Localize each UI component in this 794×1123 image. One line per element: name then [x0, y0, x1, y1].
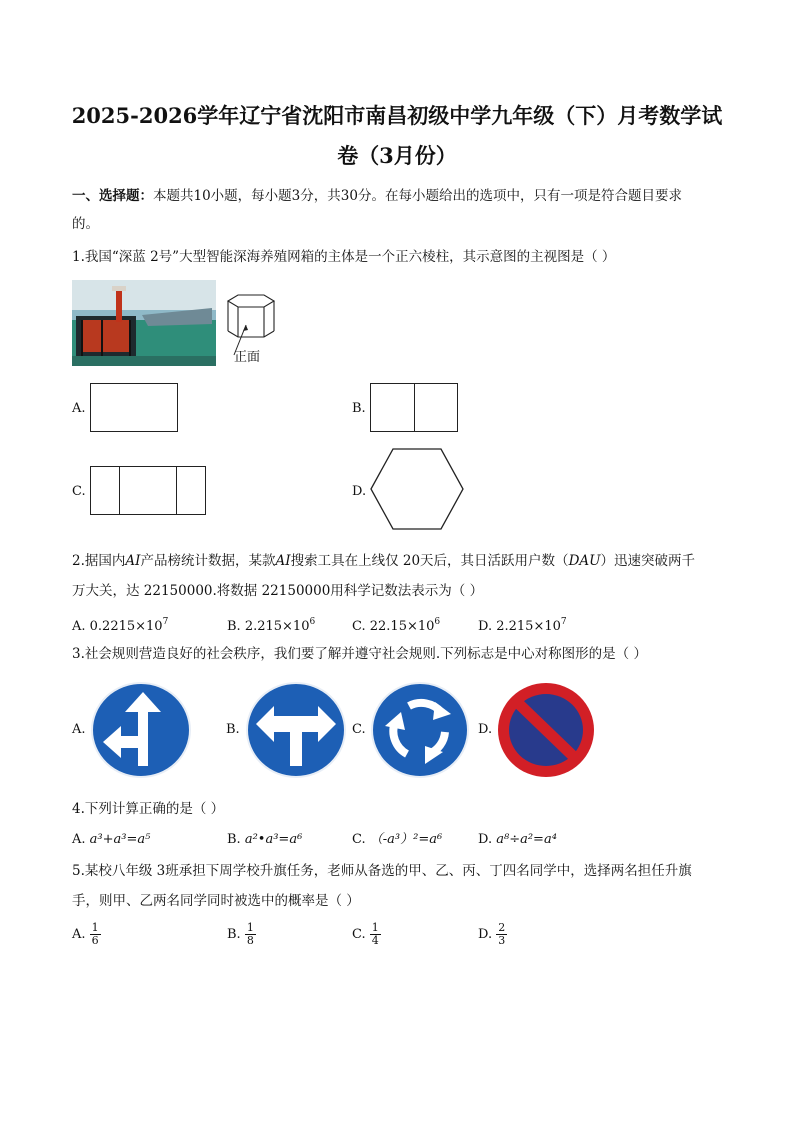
section-heading: 一、选择题：: [72, 188, 153, 204]
q2-option-b-exp: 6: [309, 617, 316, 627]
q1-option-c-divider-left: [119, 467, 120, 514]
section-intro: [72, 186, 682, 206]
q1-option-a-label[interactable]: A.: [72, 401, 86, 416]
q2-dau-term: DAU: [568, 553, 601, 569]
q2-text-b: 产品榜统计数据，某款: [140, 553, 276, 569]
q4-option-d-label: D.: [478, 832, 497, 847]
q1-option-d-label[interactable]: D.: [352, 484, 367, 499]
q2-option-c-exp: 6: [434, 617, 441, 627]
q1-option-b-figure[interactable]: [370, 383, 458, 432]
q3-stem: 3.社会规则营造良好的社会秩序，我们要了解并遵守社会规则.下列标志是中心对称图形的是（ ）: [72, 646, 647, 662]
q5-stem-line1: 5.某校八年级 3班承担下周学校升旗任务，老师从备选的甲、乙、丙、丁四名同学中，选择两名担任升旗: [72, 863, 692, 879]
q5-option-b[interactable]: [227, 922, 256, 947]
exam-title-line1: 2025-2026学年辽宁省沈阳市南昌初级中学九年级（下）月考数学试: [71, 103, 723, 128]
q1-option-b-label[interactable]: B.: [352, 401, 366, 416]
q3-option-a-label[interactable]: A.: [72, 722, 86, 737]
q5-option-a[interactable]: [72, 922, 101, 947]
q4-option-d[interactable]: [478, 831, 557, 849]
q5-option-c-fraction: [370, 922, 381, 947]
q1-option-c-divider-right: [176, 467, 177, 514]
q2-text-a: 2.据国内: [72, 553, 126, 569]
q3-option-c-label[interactable]: C.: [352, 722, 366, 737]
q2-option-b-text: B. 2.215×10: [227, 619, 310, 634]
q4-option-a-label: A.: [72, 832, 90, 847]
q5-option-b-fraction: [245, 922, 256, 947]
q5-option-b-denominator: 8: [246, 934, 254, 947]
q5-option-c-numerator: 1: [371, 921, 379, 934]
q2-option-a[interactable]: [72, 613, 168, 636]
q2-option-b[interactable]: [227, 613, 315, 636]
q5-option-b-label: B.: [227, 927, 241, 942]
q4-option-b[interactable]: [227, 831, 302, 849]
q5-option-b-numerator: 1: [246, 921, 254, 934]
q2-option-d[interactable]: [478, 613, 567, 636]
q1-option-b-divider: [414, 384, 415, 431]
q4-option-c-expr: （-a³）²=a⁶: [369, 832, 443, 847]
q4-option-a-expr: a³+a³=a⁵: [89, 832, 151, 847]
q5-option-c-denominator: 4: [371, 934, 379, 947]
q5-option-d-fraction: [496, 922, 507, 947]
q5-option-d-label: D.: [478, 927, 493, 942]
q4-option-a[interactable]: [72, 831, 150, 849]
q3-option-b-label[interactable]: B.: [226, 722, 240, 737]
q1-photo: [72, 280, 216, 366]
q2-ai-term: AI: [125, 553, 141, 569]
q3-sign-straight-or-left[interactable]: [91, 682, 191, 778]
q5-option-d-numerator: 2: [498, 921, 506, 934]
section-intro-tail: 的。: [72, 216, 99, 232]
q5-option-a-fraction: [90, 922, 101, 947]
q1-stem: 1.我国“深蓝 2号”大型智能深海养殖网箱的主体是一个正六棱柱，其示意图的主视图是（ ）: [72, 249, 616, 265]
q2-text-d: ）迅速突破两千: [600, 553, 696, 569]
q3-option-d-label[interactable]: D.: [478, 722, 493, 737]
q4-option-c-label: C.: [352, 832, 370, 847]
q2-stem-line1: [72, 551, 695, 571]
q3-sign-left-or-right[interactable]: [246, 682, 346, 778]
q5-option-c[interactable]: [352, 922, 381, 947]
q1-option-c-label[interactable]: C.: [72, 484, 86, 499]
q2-option-d-exp: 7: [560, 617, 567, 627]
exam-title-line2: 卷（3月份）: [337, 143, 457, 168]
q2-option-d-text: D. 2.215×10: [478, 619, 561, 634]
section-instructions: 本题共10小题，每小题3分，共30分。在每小题给出的选项中，只有一项是符合题目要求: [153, 188, 682, 204]
q2-option-c[interactable]: [352, 613, 440, 636]
q5-option-a-denominator: 6: [91, 934, 99, 947]
q5-option-d[interactable]: [478, 922, 507, 947]
q4-option-c[interactable]: [352, 831, 442, 849]
q2-option-a-text: A. 0.2215×10: [72, 619, 163, 634]
q1-option-d-hexagon[interactable]: [370, 448, 464, 530]
q2-option-c-text: C. 22.15×10: [352, 619, 435, 634]
q4-option-b-label: B.: [227, 832, 245, 847]
q4-stem: 4.下列计算正确的是（ ）: [72, 801, 225, 817]
q5-option-a-label: A.: [72, 927, 86, 942]
q3-sign-roundabout[interactable]: [371, 682, 469, 778]
q2-stem-line2: 万大关，达 22150000.将数据 22150000用科学记数法表示为（ ）: [72, 583, 484, 599]
q5-stem-line2: 手，则甲、乙两名同学同时被选中的概率是（ ）: [72, 893, 360, 909]
q1-option-c-figure[interactable]: [90, 466, 206, 515]
q5-option-c-label: C.: [352, 927, 366, 942]
q2-text-c: 搜索工具在上线仅 20天后，其日活跃用户数（: [290, 553, 569, 569]
q4-option-d-expr: a⁸÷a²=a⁴: [496, 832, 557, 847]
q2-ai-term-2: AI: [275, 553, 291, 569]
q2-option-a-exp: 7: [162, 617, 169, 627]
q4-option-b-expr: a²•a³=a⁶: [244, 832, 303, 847]
q1-front-label: 正面: [234, 350, 261, 365]
q1-option-a-figure[interactable]: [90, 383, 178, 432]
q5-option-d-denominator: 3: [498, 934, 506, 947]
q3-sign-no-parking[interactable]: [497, 682, 595, 778]
q5-option-a-numerator: 1: [91, 921, 99, 934]
